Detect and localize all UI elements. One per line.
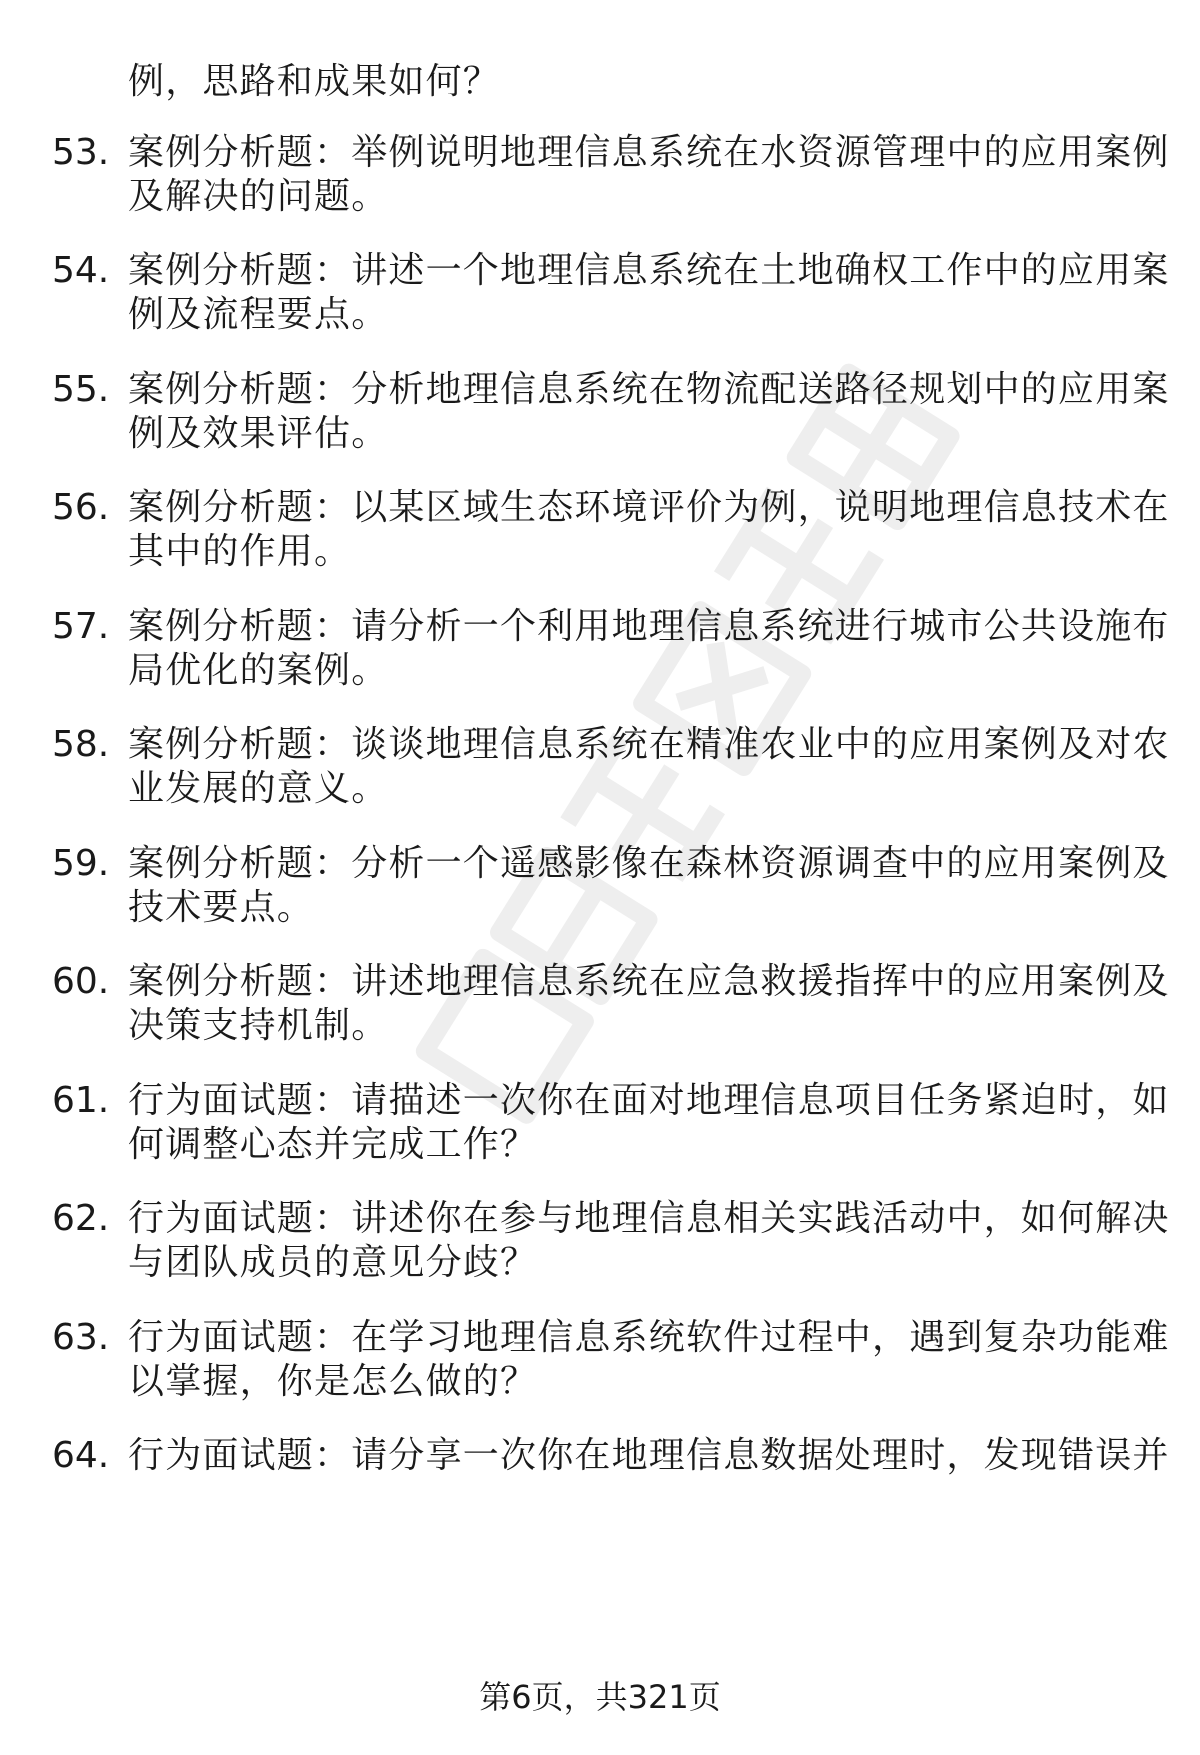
item-text-line2: 决策支持机制。 <box>128 1005 389 1046</box>
item-text-line1: 行为面试题：讲述你在参与地理信息相关实践活动中，如何解决 <box>128 1198 1170 1239</box>
item-text-line1: 案例分析题：分析地理信息系统在物流配送路径规划中的应用案 <box>128 369 1170 410</box>
item-number: 59. <box>52 843 110 884</box>
item-text-line2: 以掌握，你是怎么做的？ <box>128 1361 538 1402</box>
item-text-line1: 案例分析题：举例说明地理信息系统在水资源管理中的应用案例 <box>128 132 1170 173</box>
item-number: 62. <box>52 1198 110 1239</box>
item-number: 61. <box>52 1080 110 1121</box>
item-text-line1: 案例分析题：以某区域生态环境评价为例，说明地理信息技术在 <box>128 487 1170 528</box>
item-number: 58. <box>52 724 110 765</box>
item-number: 53. <box>52 132 110 173</box>
item-number: 64. <box>52 1435 110 1476</box>
item-number: 56. <box>52 487 110 528</box>
item-number: 55. <box>52 369 110 410</box>
item-text-line2: 局优化的案例。 <box>128 650 389 691</box>
item-text-line1: 行为面试题：请描述一次你在面对地理信息项目任务紧迫时，如 <box>128 1080 1170 1121</box>
item-text-line1: 行为面试题：请分享一次你在地理信息数据处理时，发现错误并 <box>128 1435 1170 1476</box>
page-footer: 第6页，共321页 <box>479 1678 721 1716</box>
item-text-line1: 案例分析题：谈谈地理信息系统在精准农业中的应用案例及对农 <box>128 724 1170 765</box>
item-text-line2: 其中的作用。 <box>128 531 352 572</box>
item-number: 54. <box>52 250 110 291</box>
item-text-line2: 例及流程要点。 <box>128 294 389 335</box>
item-text-line2: 与团队成员的意见分歧？ <box>128 1242 538 1283</box>
item-number: 57. <box>52 606 110 647</box>
item-text-line1: 案例分析题：分析一个遥感影像在森林资源调查中的应用案例及 <box>128 843 1170 884</box>
item-text-line2: 例及效果评估。 <box>128 413 389 454</box>
item-text-line2: 业发展的意义。 <box>128 768 389 809</box>
item-text-line2: 及解决的问题。 <box>128 176 389 217</box>
item-number: 63. <box>52 1317 110 1358</box>
item-number: 60. <box>52 961 110 1002</box>
item-text-line1: 案例分析题：讲述一个地理信息系统在土地确权工作中的应用案 <box>128 250 1170 291</box>
item-text-line2: 何调整心态并完成工作？ <box>128 1124 538 1165</box>
item-text-line2: 技术要点。 <box>128 887 315 928</box>
carryover-line: 例，思路和成果如何？ <box>128 61 501 102</box>
item-text-line1: 案例分析题：请分析一个利用地理信息系统进行城市公共设施布 <box>128 606 1170 647</box>
item-text-line1: 行为面试题：在学习地理信息系统软件过程中，遇到复杂功能难 <box>128 1317 1170 1358</box>
item-text-line1: 案例分析题：讲述地理信息系统在应急救援指挥中的应用案例及 <box>128 961 1170 1002</box>
